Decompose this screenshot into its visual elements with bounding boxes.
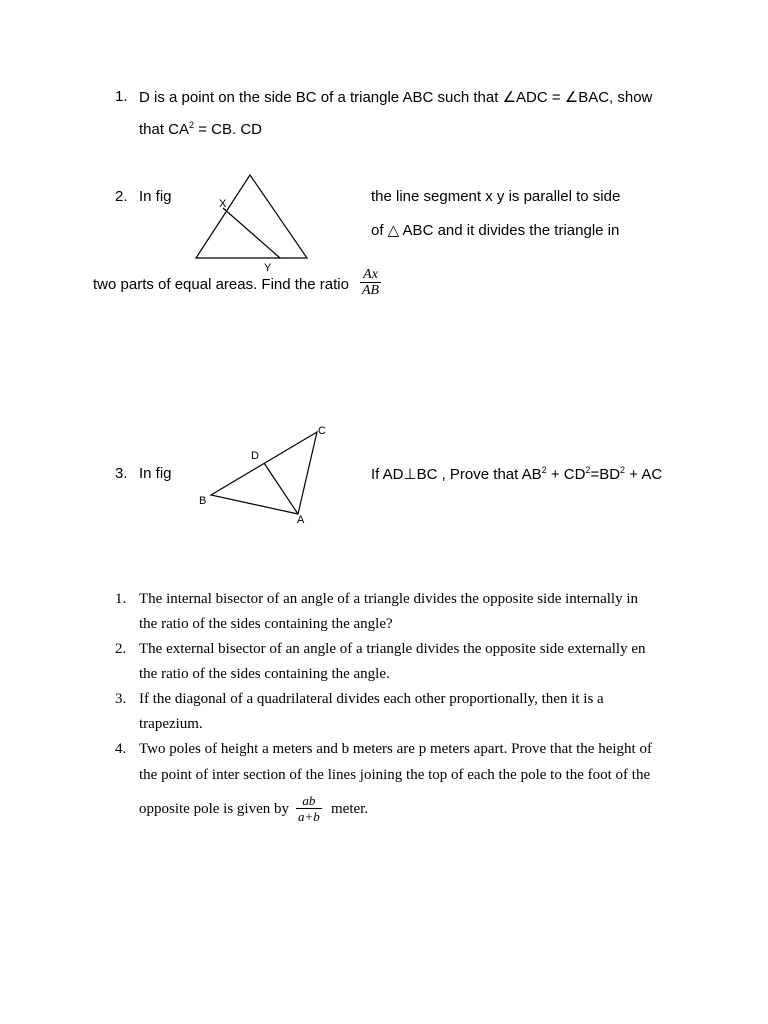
superscript-2: 2: [585, 465, 591, 475]
question-3-text-d: + AC: [625, 466, 663, 483]
label-x: X: [219, 198, 227, 210]
label-c: C: [318, 425, 326, 437]
question-1-superscript: 2: [189, 120, 195, 130]
list-item-4-number: 4.: [115, 741, 127, 757]
question-2-line3: two parts of equal areas. Find the ratio: [93, 276, 349, 293]
list-item-1-line2: the ratio of the sides containing the angle?: [139, 616, 393, 632]
question-1-line2-post: = CB. CD: [194, 121, 262, 138]
question-3-text-c: =BD: [590, 466, 621, 483]
question-1-line2: [139, 121, 262, 138]
label-b: B: [199, 495, 207, 507]
list-item-3-line2: trapezium.: [139, 716, 203, 732]
list-item-4-line3-pre: opposite pole is given by: [139, 801, 289, 817]
list-item-3-line1: If the diagonal of a quadrilateral divides each other proportionally, then it is a: [139, 691, 604, 707]
ratio-numerator: Ax: [360, 267, 381, 283]
pole-height-fraction: [296, 793, 322, 824]
pole-height-denominator: a+b: [298, 809, 320, 824]
label-y: Y: [264, 262, 272, 274]
question-2-triangle-figure: [190, 170, 315, 275]
ratio-denominator: AB: [362, 283, 380, 298]
question-3-number: 3.: [115, 465, 128, 482]
question-3-statement: [371, 465, 662, 483]
question-2-right-line2: of △ ABC and it divides the triangle in: [371, 222, 620, 239]
triangle-abc: [196, 175, 307, 258]
list-item-4-line1: Two poles of height a meters and b meters are p meters apart. Prove that the height of: [139, 741, 652, 757]
question-1-number: 1.: [115, 88, 128, 105]
segment-xy: [223, 208, 280, 258]
question-1-line2-pre: that CA: [139, 121, 190, 138]
pole-height-numerator: ab: [296, 793, 322, 809]
label-d: D: [251, 450, 259, 462]
question-2-lead: In fig: [139, 188, 172, 205]
list-item-4-line2: the point of inter section of the lines joining the top of each the pole to the foot of the: [139, 767, 651, 783]
list-item-3-number: 3.: [115, 691, 127, 707]
list-item-1-line1: The internal bisector of an angle of a triangle divides the opposite side internally in: [139, 591, 639, 607]
list-item-4-line3-post: meter.: [331, 801, 369, 817]
question-3-triangle-figure: [195, 420, 335, 530]
question-2-right-line1: the line segment x y is parallel to side: [371, 188, 621, 205]
label-a: A: [297, 514, 305, 526]
triangle-abc: [211, 432, 317, 514]
segment-ad: [264, 463, 298, 514]
ratio-fraction: [360, 267, 381, 298]
question-3-lead: In fig: [139, 465, 172, 482]
list-item-1-number: 1.: [115, 591, 127, 607]
list-item-2-line2: the ratio of the sides containing the angle.: [139, 666, 390, 682]
question-3-text-b: + CD: [546, 466, 586, 483]
question-2-number: 2.: [115, 188, 128, 205]
question-1-line1: D is a point on the side BC of a triangle ABC such that ∠ADC = ∠BAC, show: [139, 89, 653, 106]
list-item-2-line1: The external bisector of an angle of a triangle divides the opposite side externally en: [139, 641, 646, 657]
question-3-text-a: If AD⊥BC , Prove that AB: [371, 466, 542, 483]
superscript-3: 2: [620, 465, 626, 475]
list-item-2-number: 2.: [115, 641, 127, 657]
superscript-1: 2: [541, 465, 547, 475]
